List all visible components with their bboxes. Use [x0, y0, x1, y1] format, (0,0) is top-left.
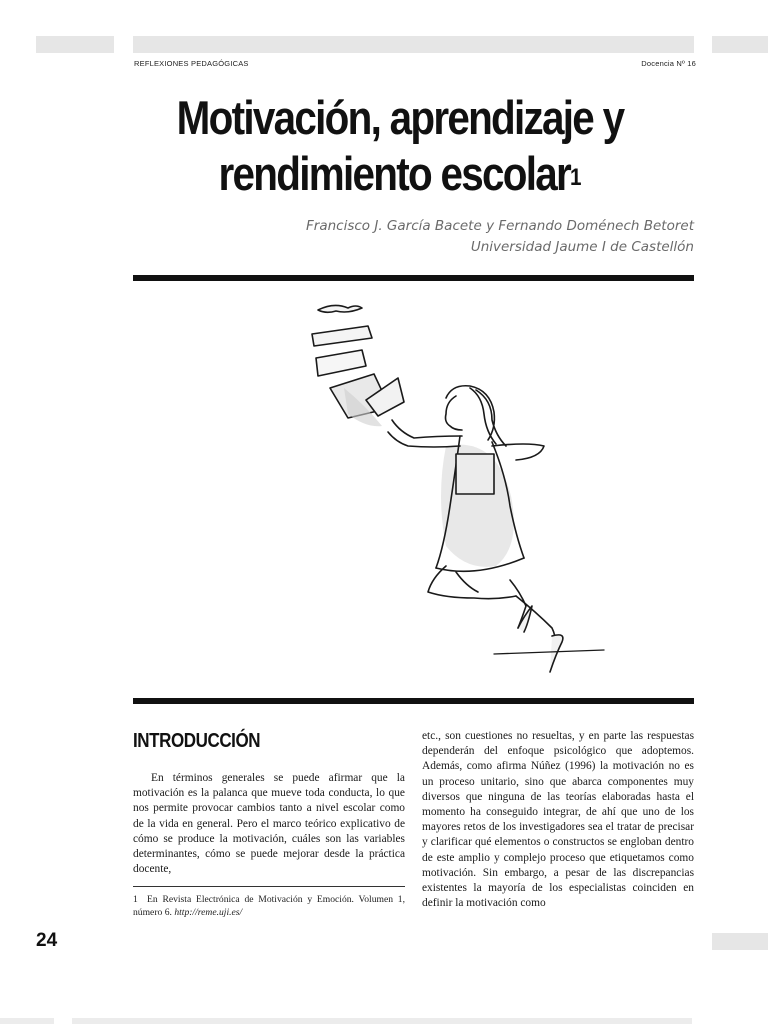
body-paragraph: etc., son cuestiones no resueltas, y en parte las respuestas dependerán del enfoque psicológico que adoptemos. Además, como afirma Núñez (1996) la motivación no es un proceso unitario, sino que abarca componentes muy diversos que ninguna de las teorías elaboradas hasta el momento ha conseguido integrar, de ahí que uno de los mayores retos de los investigadores sea el tratar de precisar y clarificar qué elementos o constructos se engloban dentro de este amplio y complejo proceso que etiquetamos como motivación. Sin embargo, a pesar de las discrepancias existentes la mayoría de los especialistas coinciden en definir la motivación como: [422, 730, 694, 910]
top-bar-center: [133, 36, 694, 53]
side-bar-right: [712, 933, 768, 950]
page-number: 24: [36, 930, 58, 951]
body-paragraph: En términos generales se puede afirmar que la motivación es la palanca que mueve toda conducta, lo que nos permite provocar cambios tanto a nivel escolar como de la vida en general. Pero el marco teórico explicativo de cómo se produce la motivación, cuáles son las variables determinantes, cómo se puede mejorar desde la práctica docente,: [133, 772, 405, 876]
bottom-divider-rule: [133, 698, 694, 704]
flying-girl-illustration: [296, 296, 616, 692]
body-column-right: [422, 729, 694, 911]
title-footnote-mark: 1: [569, 164, 582, 191]
footnote-rule: [133, 886, 405, 887]
section-heading: INTRODUCCIÓN: [133, 730, 261, 752]
author-names: Francisco J. García Bacete y Fernando Doménech Betoret: [306, 218, 694, 234]
author-block: [306, 216, 694, 258]
article-title: [142, 90, 658, 202]
author-affiliation: Universidad Jaume I de Castellón: [470, 239, 694, 255]
top-divider-rule: [133, 275, 694, 281]
footnote-link[interactable]: http://reme.uji.es/: [174, 907, 243, 918]
bottom-bar-left: [0, 1018, 54, 1024]
title-line-1: Motivación, aprendizaje y: [176, 91, 624, 144]
bottom-bar-center: [72, 1018, 692, 1024]
running-header-section: REFLEXIONES PEDAGÓGICAS: [134, 59, 249, 68]
footnote: [133, 893, 405, 919]
top-bar-right: [712, 36, 768, 53]
top-bar-left: [36, 36, 114, 53]
body-column-left: [133, 771, 405, 877]
title-line-2: rendimiento escolar: [218, 147, 570, 200]
footnote-text: En Revista Electrónica de Motivación y Emoción. Volumen 1, número 6.: [133, 894, 405, 918]
running-header-issue: Docencia Nº 16: [641, 59, 696, 68]
footnote-number: 1: [133, 894, 138, 905]
